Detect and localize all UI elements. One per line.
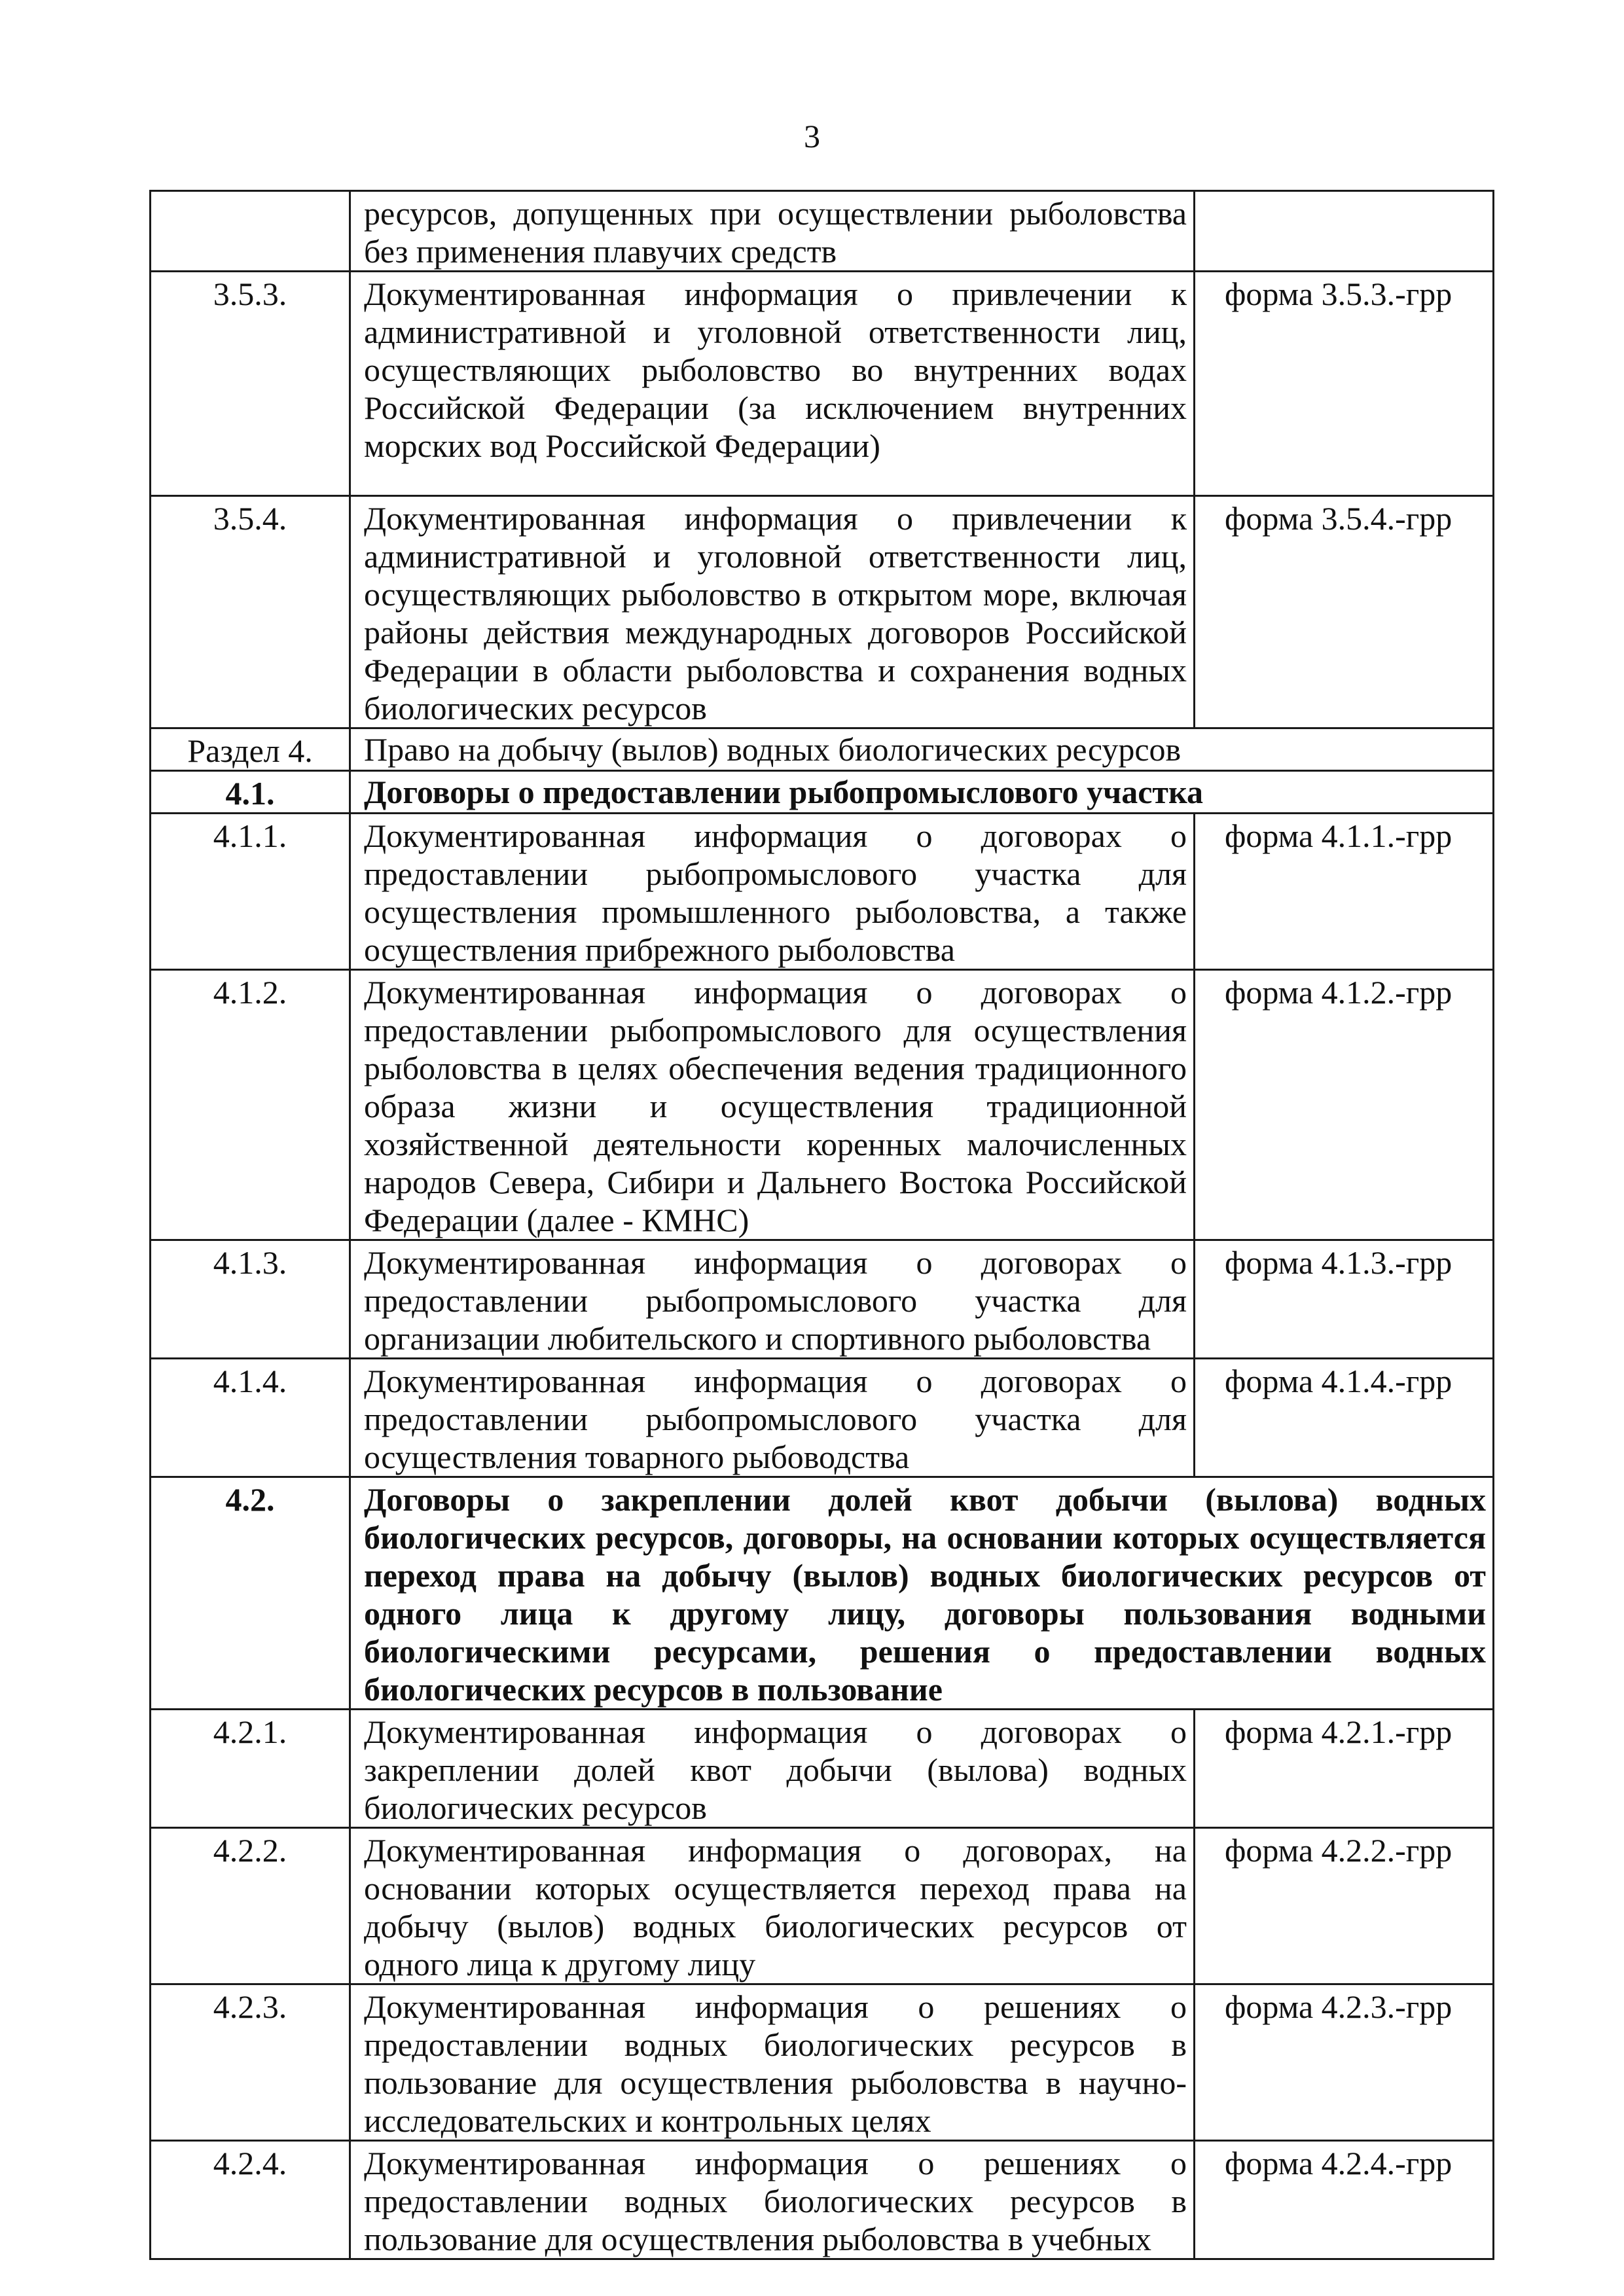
item-form: форма 4.2.4.-грр	[1195, 2141, 1494, 2259]
item-description: Документированная информация о договорах о предоставлении рыбопромыслового участка для осуществления товарного рыбоводства	[350, 1359, 1195, 1477]
item-description: Документированная информация о договорах о закреплении долей квот добычи (вылова) водных биологических ресурсов	[350, 1710, 1195, 1828]
subsection-number: 4.1.	[151, 771, 350, 814]
table-row	[151, 496, 1494, 728]
item-description: Документированная информация о привлечении к административной и уголовной ответственности лиц, осуществляющих рыболовство во внутренних водах Российской Федерации (за исключением внутренних морских вод Российской Федерации)	[350, 272, 1195, 496]
item-form: форма 4.1.1.-грр	[1195, 814, 1494, 970]
subsection-row	[151, 1477, 1494, 1710]
item-description: Документированная информация о решениях о предоставлении водных биологических ресурсов в пользование для осуществления рыболовства в учебных	[350, 2141, 1195, 2259]
table-row	[151, 191, 1494, 272]
item-number: 3.5.4.	[151, 496, 350, 728]
item-number: 4.1.2.	[151, 970, 350, 1240]
subsection-title: Договоры о закреплении долей квот добычи (вылова) водных биологических ресурсов, договоры, на основании которых осуществляется переход права на добычу (вылов) водных биологических ресурсов от одного лица к другому лицу, договоры пользования водными биологическими ресурсами, решения о предоставлении водных биологических ресурсов в пользование	[350, 1477, 1494, 1710]
item-number: 4.2.4.	[151, 2141, 350, 2259]
table-row	[151, 1240, 1494, 1359]
item-number: 4.1.1.	[151, 814, 350, 970]
item-description: Документированная информация о договорах о предоставлении рыбопромыслового участка для организации любительского и спортивного рыболовства	[350, 1240, 1195, 1359]
item-number: 4.2.2.	[151, 1828, 350, 1984]
item-form: форма 4.1.3.-грр	[1195, 1240, 1494, 1359]
item-form: форма 4.1.4.-грр	[1195, 1359, 1494, 1477]
item-form: форма 3.5.4.-грр	[1195, 496, 1494, 728]
subsection-title: Договоры о предоставлении рыбопромыслового участка	[350, 771, 1494, 814]
table-row	[151, 814, 1494, 970]
item-form: форма 3.5.3.-грр	[1195, 272, 1494, 496]
item-form: форма 4.2.3.-грр	[1195, 1984, 1494, 2141]
item-number	[151, 191, 350, 272]
table-row	[151, 1828, 1494, 1984]
item-description: Документированная информация о договорах о предоставлении рыбопромыслового участка для осуществления промышленного рыболовства, а также осуществления прибрежного рыболовства	[350, 814, 1195, 970]
item-number: 3.5.3.	[151, 272, 350, 496]
section-title: Право на добычу (вылов) водных биологических ресурсов	[350, 728, 1494, 771]
table-row	[151, 1984, 1494, 2141]
item-description: Документированная информация о договорах о предоставлении рыбопромыслового для осуществления рыболовства в целях обеспечения ведения традиционного образа жизни и осуществления традиционной хозяйственной деятельности коренных малочисленных народов Севера, Сибири и Дальнего Востока Российской Федерации (далее - КМНС)	[350, 970, 1195, 1240]
section-row	[151, 728, 1494, 771]
table-row	[151, 272, 1494, 496]
item-number: 4.2.1.	[151, 1710, 350, 1828]
item-description: Документированная информация о договорах, на основании которых осуществляется переход права на добычу (вылов) водных биологических ресурсов от одного лица к другому лицу	[350, 1828, 1195, 1984]
table-row	[151, 1710, 1494, 1828]
registry-table	[149, 190, 1494, 2260]
item-description: ресурсов, допущенных при осуществлении рыболовства без применения плавучих средств	[350, 191, 1195, 272]
item-form: форма 4.2.1.-грр	[1195, 1710, 1494, 1828]
table-row	[151, 970, 1494, 1240]
item-form: форма 4.1.2.-грр	[1195, 970, 1494, 1240]
item-number: 4.1.3.	[151, 1240, 350, 1359]
subsection-row	[151, 771, 1494, 814]
item-number: 4.2.3.	[151, 1984, 350, 2141]
item-description: Документированная информация о привлечении к административной и уголовной ответственности лиц, осуществляющих рыболовство в открытом море, включая районы действия международных договоров Российской Федерации в области рыболовства и сохранения водных биологических ресурсов	[350, 496, 1195, 728]
subsection-number: 4.2.	[151, 1477, 350, 1710]
item-form: форма 4.2.2.-грр	[1195, 1828, 1494, 1984]
item-number: 4.1.4.	[151, 1359, 350, 1477]
item-description: Документированная информация о решениях о предоставлении водных биологических ресурсов в пользование для осуществления рыболовства в научно-исследовательских и контрольных целях	[350, 1984, 1195, 2141]
page-number: 3	[804, 118, 820, 154]
item-form	[1195, 191, 1494, 272]
table-row	[151, 2141, 1494, 2259]
table-row	[151, 1359, 1494, 1477]
section-number: Раздел 4.	[151, 728, 350, 771]
